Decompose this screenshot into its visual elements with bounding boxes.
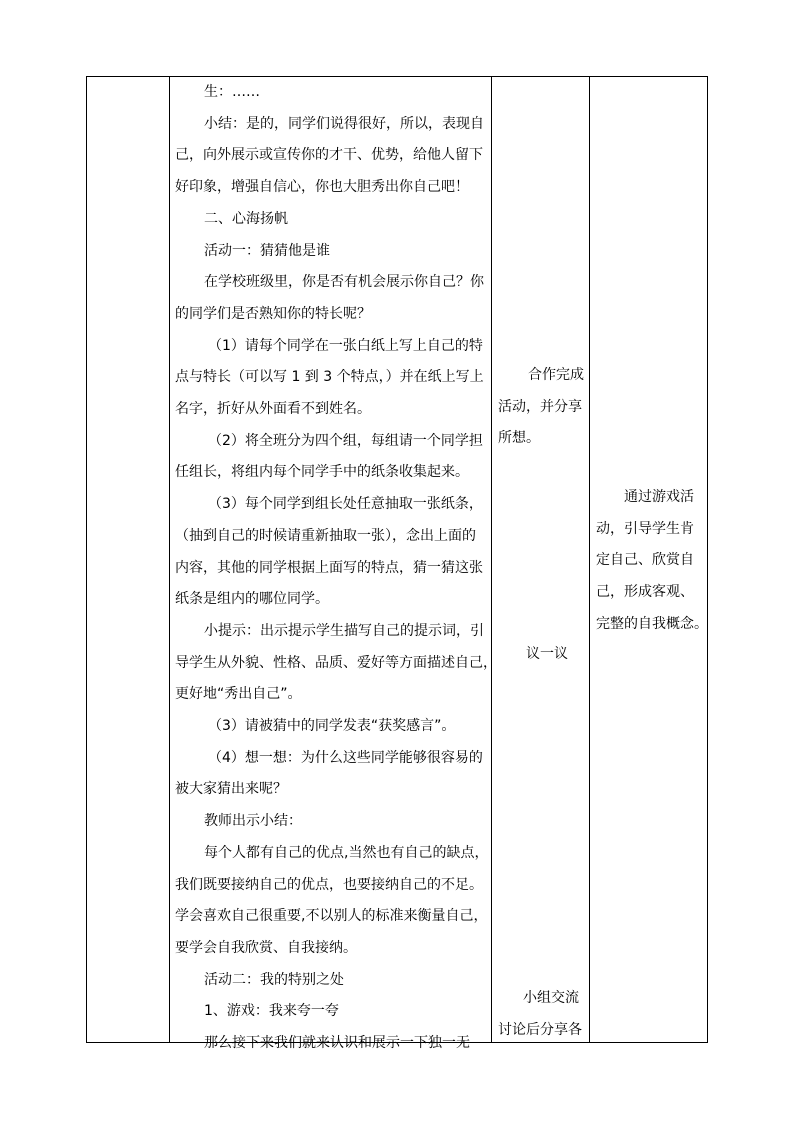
paragraph-line: 生：…… [204, 84, 260, 100]
paragraph-line: 学会喜欢自己很重要,不以别人的标准来衡量自己， [175, 908, 488, 925]
paragraph-line: 任组长，将组内每个同学手中的纸条收集起来。 [175, 464, 469, 481]
student-activity-line: 小组交流 [523, 990, 579, 1006]
paragraph-line: 的同学们是否熟知你的特长呢？ [175, 305, 371, 322]
lesson-plan-table [86, 76, 708, 1052]
student-activity-line: 所想。 [498, 430, 540, 447]
column-divider [589, 77, 590, 1042]
paragraph-line: 要学会自我欣赏、自我接纳。 [175, 939, 357, 956]
student-activity-line: 讨论后分享各 [498, 1021, 582, 1038]
student-activity-line: 议一议 [526, 646, 568, 662]
paragraph-line: 己，向外展示或宣传你的才干、优势，给他人留下 [175, 147, 483, 164]
student-activity-block [493, 639, 622, 671]
paragraph-line: （2）将全班分为四个组，每组请一个同学担 [208, 432, 483, 449]
paragraph-line: 更好地“秀出自己”。 [175, 686, 302, 703]
student-activity-block [493, 360, 594, 455]
paragraph-line: （抽到自己的时候请重新抽取一张），念出上面的 [175, 527, 476, 544]
student-activity-line: 合作完成 [528, 367, 584, 383]
paragraph-line: 二、心海扬帆 [204, 210, 288, 227]
paragraph-line: 纸条是组内的哪位同学。 [175, 591, 329, 608]
paragraph-line: 点与特长（可以写 1 到 3 个特点，）并在纸上写上 [175, 369, 484, 386]
paragraph-line: （1）请每个同学在一张白纸上写上自己的特 [208, 337, 483, 354]
paragraph-line: 被大家猜出来呢？ [175, 781, 287, 798]
design-intent-line: 己，形成客观、 [596, 584, 694, 601]
design-intent-line: 通过游戏活 [624, 489, 694, 505]
paragraph-line: 名字，折好从外面看不到姓名。 [175, 401, 371, 418]
paragraph-line: 活动二：我的特别之处 [204, 971, 344, 988]
paragraph-line: （3）每个同学到组长处任意抽取一张纸条， [208, 496, 483, 513]
design-intent-line: 完整的自我概念。 [596, 615, 708, 632]
student-activity-line: 活动，并分享 [498, 398, 582, 415]
paragraph-line: 小结：是的，同学们说得很好，所以，表现自 [204, 115, 484, 132]
paragraph-line: 1、游戏：我来夸一夸 [204, 1003, 339, 1020]
paragraph-line: （3）请被猜中的同学发表“获奖感言”。 [208, 718, 456, 735]
teaching-process-column [170, 77, 575, 1060]
design-intent-line: 动，引导学生肯 [596, 520, 694, 537]
paragraph-line: （4）想一想：为什么这些同学能够很容易的 [208, 749, 483, 766]
paragraph-line: 内容，其他的同学根据上面写的特点，猜一猜这张 [175, 559, 483, 576]
paragraph-line: 好印象，增强自信心，你也大胆秀出你自己吧！ [175, 179, 469, 196]
paragraph-line: 小提示：出示提示学生描写自己的提示词，引 [204, 622, 484, 639]
paragraph-line: 教师出示小结： [204, 813, 302, 830]
paragraph-line: 导学生从外貌、性格、品质、爱好等方面描述自己， [175, 654, 497, 671]
paragraph-line: 那么接下来我们就来认识和展示一下独一无 [204, 1035, 470, 1052]
paragraph-line: 活动一：猜猜他是谁 [204, 242, 330, 259]
student-activity-block [493, 983, 594, 1046]
paragraph-line: 每个人都有自己的优点,当然也有自己的缺点， [204, 844, 489, 861]
design-intent-line: 定自己、欣赏自 [596, 552, 694, 569]
paragraph-line: 我们既要接纳自己的优点，也要接纳自己的不足。 [175, 876, 483, 893]
paragraph-line: 在学校班级里，你是否有机会展示你自己？你 [204, 274, 484, 291]
design-intent-block [591, 482, 714, 641]
